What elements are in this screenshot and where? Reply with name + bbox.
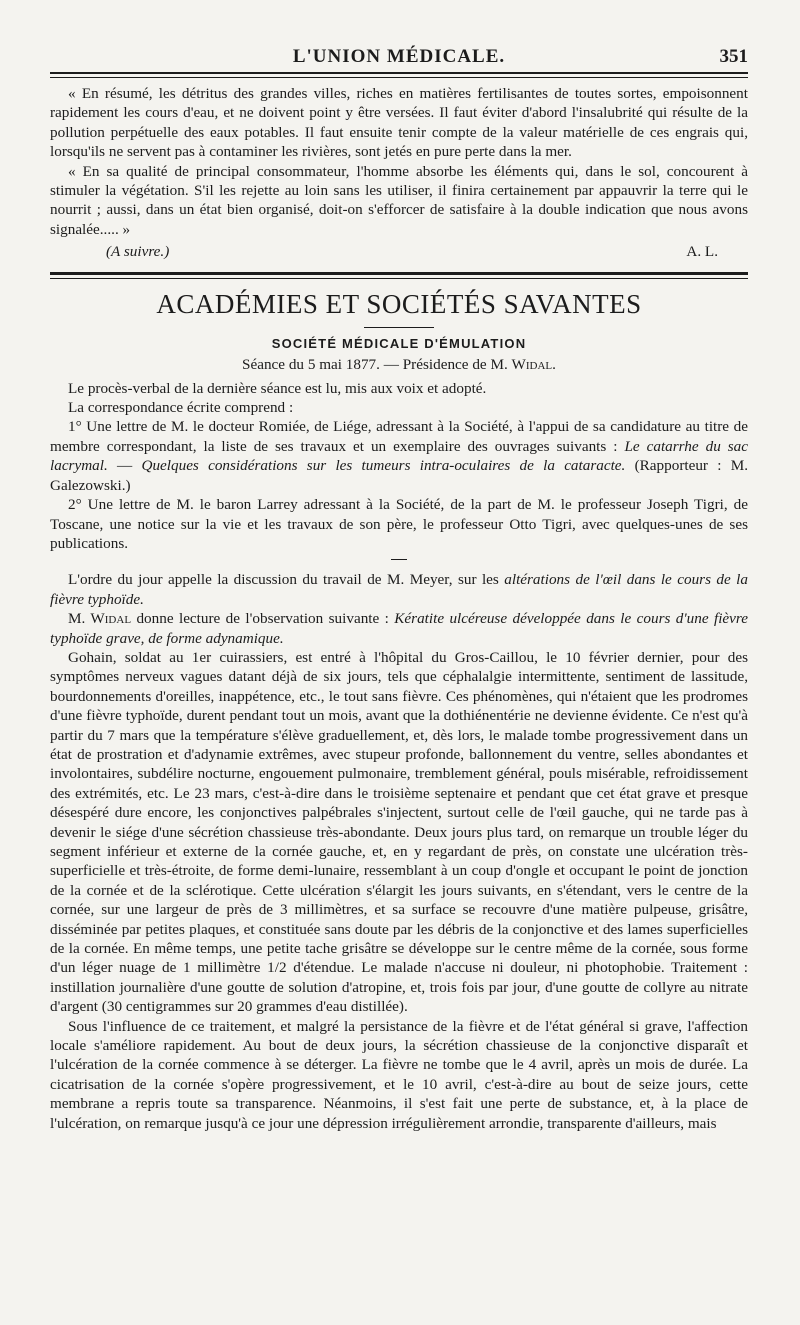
signature-line [50, 239, 748, 265]
gohain-paragraph: Gohain, soldat au 1er cuirassiers, est entré à l'hôpital du Gros-Caillou, le 10 février dernier, pour des symptômes nerveux vagues datant déjà de six jours, tels que céphalalgie intermittente, sentiment de lassitude, bourdonnements d'oreilles, inappétence, etc., le tout sans fièvre. Ces phénomènes, qui n'étaient que les prodromes d'une fièvre typhoïde, durent pendant tout un mois, avant que la dothiénentérie ne devienne évidente. Ce n'est qu'à partir du 7 mars que la température s'élève graduellement, et, dès lors, le malade tombe progressivement dans un état de prostration et d'adynamie extrêmes, avec stupeur profonde, ballonnement du ventre, selles abondantes et involontaires, subdélire nocturne, engouement pulmonaire, tremblement général, pouls misérable, refroidissement des extrémités, etc. Le 23 mars, c'est-à-dire dans le troisième septenaire et pendant que cet état grave et presque désespéré dure encore, les conjonctives palpébrales s'injectent, surtout celle de l'œil gauche, qui ne tarde pas à devenir le siége d'une sécrétion chassieuse très-abondante. Deux jours plus tard, on remarque un trouble léger du segment inférieur et externe de la cornée gauche, et, en y regardant de près, on constate une ulcération très-superficielle et très-étroite, de forme demi-lunaire, ressemblant à un coup d'ongle et occupant le point de jonction de la cornée et de la sclérotique. Cette ulcération s'élargit les jours suivants, en s'étendant, vers le centre de la cornée, sur une largeur de près de 3 millimètres, et sa surface se recouvre d'une matière pulpeuse, grisâtre, disséminée par petites plaques, et constituée sans doute par les débris de la conjonctive et des lames superficielles de la cornée. En même temps, une petite tache grisâtre se développe sur le centre même de la cornée, sous forme d'un léger nuage de 1 millimètre 1/2 d'étendue. Le malade n'accuse ni douleur, ni photophobie. Traitement : instillation journalière d'une goutte de solution d'atropine, et, trois fois par jour, d'une goutte de collyre au nitrate d'argent (30 centigrammes sur 20 grammes d'eau distillée). [50, 648, 748, 1016]
a-suivre-note: (A suivre.) [106, 243, 170, 261]
prev-paragraph-1: « En résumé, les détritus des grandes villes, riches en matières fertilisantes de toutes sortes, empoisonnent rapidement les cours d'eau, et ne doivent point y être versées. Il faut éviter d'abord l'insalubrité qui résulte de la pollution perpétuelle des eaux potables. Il faut ensuite tenir compte de la valeur matérielle de ces engrais qui, lorsqu'ils ne servent pas à contaminer les rivières, sont jetés en pure perte dans la mer. [50, 85, 748, 161]
proces-verbal-paragraph: Le procès-verbal de la dernière séance est lu, mis aux voix et adopté. [68, 379, 487, 397]
widal-title: Kératite ulcéreuse développée dans le cours d'une fièvre typhoïde grave, de forme adynamique. [50, 610, 748, 647]
seance-prefix: Séance du 5 mai 1877. — Présidence de M. [242, 355, 512, 373]
letter-1-paragraph [50, 417, 748, 495]
section-divider [364, 327, 434, 328]
letter-1-text-c: (Rapporteur : M. Galezowski.) [50, 457, 749, 494]
society-heading: SOCIÉTÉ MÉDICALE D'ÉMULATION [271, 335, 527, 351]
letter-1-text-b: — [107, 457, 142, 475]
page-number: 351 [719, 46, 748, 67]
treatment-paragraph: Sous l'influence de ce traitement, et malgré la persistance de la fièvre et de l'état général si grave, l'affection locale s'améliore rapidement. Au bout de deux jours, la sécrétion chassieuse de la conjonctive disparaît et l'ulcération de la cornée commence à se déterger. La fièvre ne tombe que le 4 avril, après un mois de durée. La cicatrisation de la cornée s'opère progressivement, et le 10 avril, c'est-à-dire au bout de seize jours, cette membrane a repris toute sa transparence. Néanmoins, il s'est fait une perte de substance, et, à la place de l'ulcération, on remarque jusqu'à ce jour une dépression irrégulièrement arrondie, transparente d'ailleurs, mais [50, 1017, 748, 1132]
section-title: ACADÉMIES ET SOCIÉTÉS SAVANTES [156, 288, 642, 319]
letter-1-title-1: Le catarrhe du sac lacrymal. [50, 437, 748, 475]
ordre-du-jour-paragraph [50, 570, 748, 609]
letter-1-title-2: Quelques considérations sur les tumeurs intra-oculaires de la cataracte. [141, 457, 626, 475]
letter-2-paragraph: 2° Une lettre de M. le baron Larrey adressant à la Société, de la part de M. le professeur Joseph Tigri, de Toscane, une notice sur la vie et les travaux de son père, le professeur Otto Tigri, avec quelques-unes de ses publications. [50, 496, 748, 552]
correspondance-paragraph: La correspondance écrite comprend : [68, 399, 294, 417]
seance-president: Widal [511, 355, 553, 373]
widal-name: M. Widal [68, 610, 132, 628]
prev-paragraph-2: « En sa qualité de principal consommateur, l'homme absorbe les éléments qui, dans le sol, concourent à stimuler la végétation. S'il les rejette au loin sans les utiliser, il finira certainement par appauvrir la terre qui le nourrit ; aussi, dans un état bien organisé, doit-on s'efforcer de satisfaire à la double indication que nous avons signalée..... » [50, 162, 748, 238]
ordre-title: altérations de l'œil dans le cours de la fièvre typhoïde. [50, 571, 748, 608]
section-rule [50, 272, 748, 279]
journal-title: L'UNION MÉDICALE. [292, 46, 506, 67]
widal-text: donne lecture de l'observation suivante : [131, 610, 395, 628]
seance-line [50, 355, 748, 375]
letter-1-text-a: 1° Une lettre de M. le docteur Romiée, de Liége, adressant à la Société, à l'appui de sa candidature au titre de membre correspondant, la liste de ses travaux et un exemplaire des ouvrages suivants : [50, 418, 748, 455]
ordre-text: L'ordre du jour appelle la discussion du travail de M. Meyer, sur les [68, 571, 505, 589]
widal-paragraph [50, 609, 748, 648]
author-initials: A. L. [686, 243, 718, 261]
header-rule [50, 72, 748, 78]
running-header [50, 0, 748, 72]
paragraph-divider [391, 559, 407, 560]
seance-suffix: . [552, 355, 556, 373]
